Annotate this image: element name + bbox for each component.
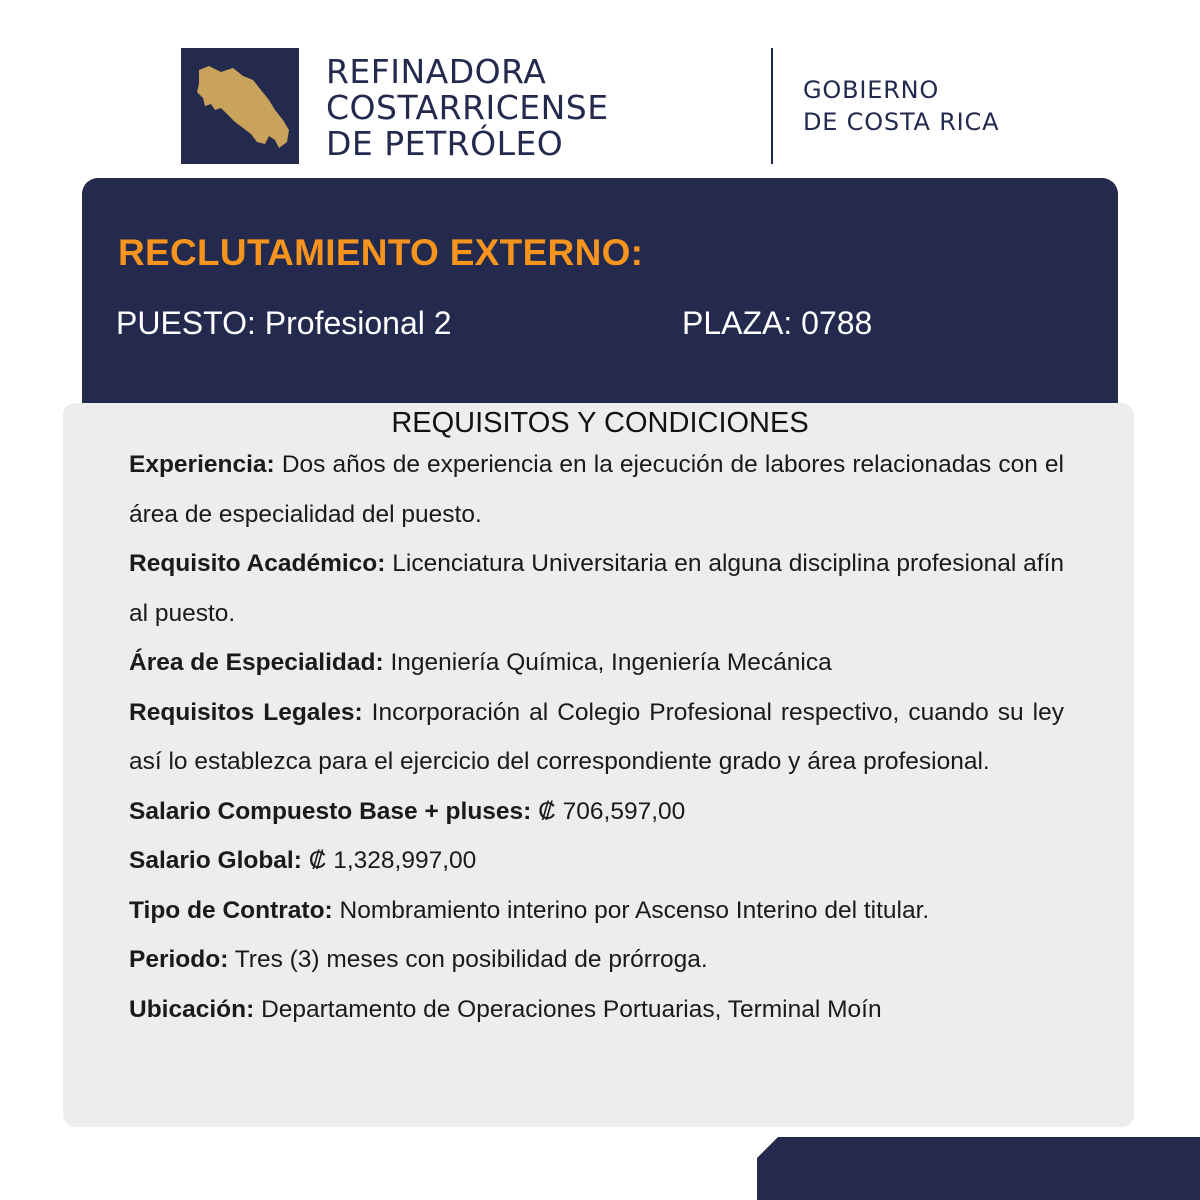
requirement-text: Nombramiento interino por Ascenso Interino del titular. <box>339 896 930 924</box>
recruitment-title: RECLUTAMIENTO EXTERNO: <box>118 232 644 273</box>
requirement-label: Ubicación: <box>129 995 255 1023</box>
organization-name-line-3: DE PETRÓLEO <box>326 124 564 163</box>
plaza-label: PLAZA: 0788 <box>682 305 873 341</box>
requirement-text: Dos años de experiencia en la ejecución de labores relacionadas con el área de especialidad del puesto. <box>129 451 1064 528</box>
requirement-text: ₡ 706,597,00 <box>538 797 686 825</box>
requirement-label: Tipo de Contrato: <box>129 896 333 924</box>
requirement-text: ₡ 1,328,997,00 <box>308 847 477 874</box>
requirement-label: Salario Global: <box>129 847 302 874</box>
requirements-title: REQUISITOS Y CONDICIONES <box>391 407 809 439</box>
requirement-label: Requisito Académico: <box>129 550 386 577</box>
requirement-label: Área de Especialidad: <box>129 649 384 676</box>
organization-name-line-1: REFINADORA <box>326 52 547 91</box>
government-name-line-1: GOBIERNO <box>803 76 940 104</box>
requirement-text: Licenciatura Universitaria en alguna disciplina profesional afín al puesto. <box>129 550 1064 627</box>
requirement-text: Tres (3) meses con posibilidad de prórroga. <box>234 946 708 973</box>
organization-name-line-2: COSTARRICENSE <box>326 88 609 127</box>
requirement-text: Incorporación al Colegio Profesional respectivo, cuando su ley así lo establezca para el ejercicio del correspondiente grado y área profesional. <box>129 698 1064 775</box>
requirement-label: Salario Compuesto Base + pluses: <box>129 797 532 825</box>
requirement-text: Departamento de Operaciones Portuarias, Terminal Moín <box>261 995 882 1023</box>
government-name-line-2: DE COSTA RICA <box>803 108 1000 136</box>
requirement-label: Experiencia: <box>129 451 275 478</box>
requirement-label: Requisitos Legales: <box>129 698 363 726</box>
requirement-label: Periodo: <box>129 946 229 973</box>
requirement-text: Ingeniería Química, Ingeniería Mecánica <box>390 649 832 676</box>
position-label: PUESTO: Profesional 2 <box>116 305 452 341</box>
